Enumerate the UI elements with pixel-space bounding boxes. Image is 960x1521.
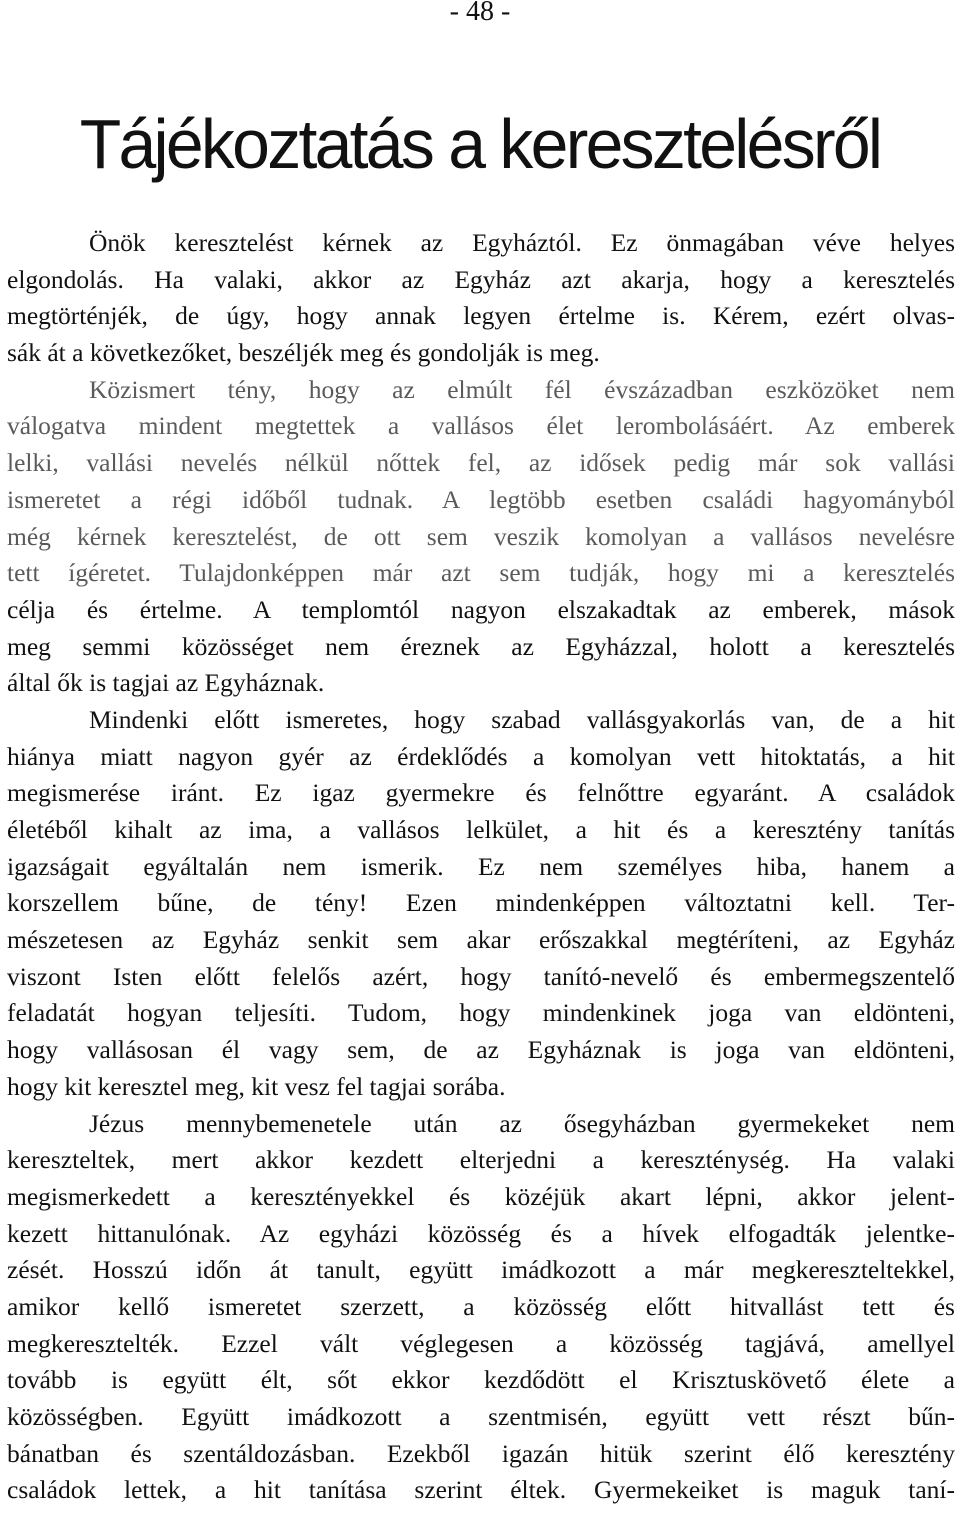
text-line: életéből kihalt az ima, a vallásos lelkület, a hit és a keresztény tanítás [7,815,955,844]
page-title: Tájékoztatás a keresztelésről [79,105,881,183]
text-line: tett ígéretet. Tulajdonképpen már azt sem tudják, hogy mi a keresztelés [7,558,955,588]
text-line: viszont Isten előtt felelős azért, hogy tanító-nevelő és embermegszentelő [7,961,955,991]
text-line: sák át a következőket, beszéljék meg és gondolják is meg. [7,338,600,368]
text-line: igazságait egyáltalán nem ismerik. Ez nem személyes hiba, hanem a [7,851,955,881]
text-line: családok lettek, a hit tanítása szerint éltek. Gyermekeiket is maguk taní- [7,1475,955,1505]
text-line: megismerkedett a keresztényekkel és közéjük akart lépni, akkor jelent- [7,1181,955,1211]
paragraph-2 [7,372,955,702]
text-line: elgondolás. Ha valaki, akkor az Egyház azt akarja, hogy a keresztelés [7,264,955,294]
text-line: tovább is együtt élt, sőt ekkor kezdődött el Krisztuskövető élete a [7,1365,955,1395]
text-line: Közismert tény, hogy az elmúlt fél évszázadban eszközöket nem [89,374,955,404]
text-line: Mindenki előtt ismeretes, hogy szabad vallásgyakorlás van, de a hit [89,704,955,734]
text-line: megismerése iránt. Ez igaz gyermekre és felnőttre egyaránt. A családok [7,778,955,808]
text-line: korszellem bűne, de tény! Ezen mindenképpen változtatni kell. Ter- [7,888,955,918]
text-line: megtörténjék, de úgy, hogy annak legyen értelme is. Kérem, ezért olvas- [7,301,955,331]
text-line: megkeresztelték. Ezzel vált véglegesen a közösség tagjává, amellyel [7,1328,955,1358]
text-line: hogy kit keresztel meg, kit vesz fel tagjai sorába. [7,1071,506,1101]
text-line: meg semmi közösséget nem éreznek az Egyházzal, holott a keresztelés [7,631,955,661]
text-line: bánatban és szentáldozásban. Ezekből igazán hitük szerint élő keresztény [7,1438,955,1468]
paragraph-3 [7,702,955,1106]
page-number: - 48 - [449,0,511,27]
text-line: lelki, vallási nevelés nélkül nőttek fel, az idősek pedig már sok vallási [7,448,955,478]
text-line: Jézus mennybemenetele után az ősegyházban gyermekeket nem [89,1108,955,1138]
text-line: még kérnek keresztelést, de ott sem veszik komolyan a vallásos nevelésre [7,521,955,551]
text-line: hogy vallásosan él vagy sem, de az Egyháznak is joga van eldönteni, [7,1035,955,1065]
paragraph-4 [7,1106,955,1510]
text-line: feladatát hogyan teljesíti. Tudom, hogy mindenkinek joga van eldönteni, [7,998,955,1028]
document-body [7,225,955,1509]
text-line: közösségben. Együtt imádkozott a szentmisén, együtt vett részt bűn- [7,1402,955,1431]
text-line: célja és értelme. A templomtól nagyon elszakadtak az emberek, mások [7,594,955,624]
text-line: mészetesen az Egyház senkit sem akar erőszakkal megtéríteni, az Egyház [7,925,955,955]
text-line: által ők is tagjai az Egyháznak. [7,668,325,698]
text-line: Önök keresztelést kérnek az Egyháztól. Ez önmagában véve helyes [89,228,955,257]
text-line: ismeretet a régi időből tudnak. A legtöbb esetben családi hagyományból [7,484,955,514]
text-line: válogatva mindent megtettek a vallásos élet lerombolásáért. Az emberek [7,411,955,441]
text-line: hiánya miatt nagyon gyér az érdeklődés a komolyan vett hitoktatás, a hit [7,741,955,771]
text-line: zését. Hosszú időn át tanult, együtt imádkozott a már megkereszteltekkel, [7,1255,955,1285]
paragraph-1 [7,225,955,372]
text-line: amikor kellő ismeretet szerzett, a közösség előtt hitvallást tett és [7,1291,955,1321]
text-line: kezett hittanulónak. Az egyházi közösség és a hívek elfogadták jelentke- [7,1218,955,1248]
text-line: kereszteltek, mert akkor kezdett elterjedni a kereszténység. Ha valaki [7,1145,955,1175]
